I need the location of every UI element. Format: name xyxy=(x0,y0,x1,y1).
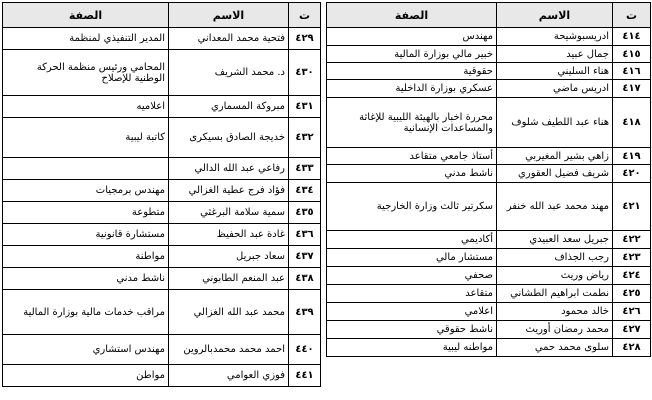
table-row xyxy=(327,148,651,165)
row-name: فؤاد فرج عطية الغزالي xyxy=(169,180,289,202)
row-number: ٤٣٥ xyxy=(289,202,321,224)
row-description: مواطنة xyxy=(3,246,169,268)
row-name: هناء عبد اللطيف شلوف xyxy=(497,98,613,148)
header-name: الاسم xyxy=(169,3,289,28)
row-description: المدير التنفيذي لمنظمة xyxy=(3,28,169,50)
header-name: الاسم xyxy=(497,3,613,28)
table-row xyxy=(327,285,651,303)
header-num: ت xyxy=(289,3,321,28)
row-name: مهند محمد عبد الله خنفر xyxy=(497,183,613,231)
row-description: مواطن xyxy=(3,365,169,387)
row-number: ٤١٥ xyxy=(613,46,651,63)
row-number: ٤٣٧ xyxy=(289,246,321,268)
row-description: مهندس استشاري xyxy=(3,335,169,365)
table-header-row xyxy=(3,3,321,28)
table-row xyxy=(3,224,321,246)
row-description: ناشط مدني xyxy=(3,268,169,290)
row-description: مستشار مالي xyxy=(327,249,497,267)
row-name: ادريسبوشيحة xyxy=(497,28,613,46)
table-row xyxy=(327,46,651,63)
row-description: ناشط مدني xyxy=(327,165,497,183)
table-row xyxy=(327,339,651,357)
row-description: متطوعة xyxy=(3,202,169,224)
table-row xyxy=(3,180,321,202)
row-name: محمد رمضان أوريث xyxy=(497,321,613,339)
row-description: متقاعد xyxy=(327,285,497,303)
row-number: ٤٢١ xyxy=(613,183,651,231)
row-number: ٤١٨ xyxy=(613,98,651,148)
row-name: ادريس ماضي xyxy=(497,80,613,98)
row-number: ٤٣٣ xyxy=(289,158,321,180)
table-row xyxy=(327,321,651,339)
row-description: اعلاميه xyxy=(3,96,169,118)
table-header-row xyxy=(327,3,651,28)
row-description xyxy=(3,158,169,180)
row-name: عبد المنعم الطابوني xyxy=(169,268,289,290)
table-row xyxy=(327,267,651,285)
row-name: فتحية محمد المعداني xyxy=(169,28,289,50)
row-number: ٤٣٨ xyxy=(289,268,321,290)
row-description: ناشط حقوقي xyxy=(327,321,497,339)
row-name: شريف فضيل العقوري xyxy=(497,165,613,183)
row-name: سمية سلامة البرغثي xyxy=(169,202,289,224)
table-row xyxy=(3,365,321,387)
row-number: ٤٣٩ xyxy=(289,290,321,335)
table-row xyxy=(3,290,321,335)
table-row xyxy=(327,28,651,46)
header-num: ت xyxy=(613,3,651,28)
row-number: ٤١٤ xyxy=(613,28,651,46)
table-row xyxy=(3,118,321,158)
row-name: جبريل سعد العبيدي xyxy=(497,231,613,249)
row-description: اعلامي xyxy=(327,303,497,321)
row-number: ٤٢٩ xyxy=(289,28,321,50)
row-number: ٤٢٧ xyxy=(613,321,651,339)
row-name: محمد عبد الله الغزالي xyxy=(169,290,289,335)
header-desc: الصفة xyxy=(327,3,497,28)
row-name: مبروكة المسماري xyxy=(169,96,289,118)
table-row xyxy=(3,202,321,224)
table-row xyxy=(327,231,651,249)
table-row xyxy=(327,183,651,231)
row-description: أكاديمي xyxy=(327,231,497,249)
row-number: ٤٢٨ xyxy=(613,339,651,357)
row-description: حقوقية xyxy=(327,63,497,80)
row-name: غادة عبد الحفيظ xyxy=(169,224,289,246)
row-description: مراقب خدمات مالية بوزارة المالية xyxy=(3,290,169,335)
row-name: سلوى محمد حمي xyxy=(497,339,613,357)
left-names-table xyxy=(2,2,321,387)
row-number: ٤١٦ xyxy=(613,63,651,80)
row-number: ٤٢٤ xyxy=(613,267,651,285)
table-row xyxy=(3,246,321,268)
row-number: ٤١٧ xyxy=(613,80,651,98)
row-name: زاهي بشير المغيربي xyxy=(497,148,613,165)
row-name: نطمت ابراهيم الطشاني xyxy=(497,285,613,303)
row-number: ٤٣٦ xyxy=(289,224,321,246)
table-row xyxy=(3,268,321,290)
table-row xyxy=(3,50,321,96)
table-row xyxy=(3,335,321,365)
row-number: ٤٣٢ xyxy=(289,118,321,158)
table-row xyxy=(327,80,651,98)
header-desc: الصفة xyxy=(3,3,169,28)
row-name: هناء السليني xyxy=(497,63,613,80)
row-description: محررة اخبار بالهيئة الليبية للإغاثة والمساعدات الإنسانية xyxy=(327,98,497,148)
table-row xyxy=(327,249,651,267)
row-number: ٤٤١ xyxy=(289,365,321,387)
table-row xyxy=(327,303,651,321)
row-number: ٤٢٠ xyxy=(613,165,651,183)
row-description: مهندس xyxy=(327,28,497,46)
row-name: رياض وريث xyxy=(497,267,613,285)
row-number: ٤٢٢ xyxy=(613,231,651,249)
table-row xyxy=(327,98,651,148)
row-name: جمال عبيد xyxy=(497,46,613,63)
row-description: خبير مالي بوزارة المالية xyxy=(327,46,497,63)
row-name: فوزي العوامي xyxy=(169,365,289,387)
row-number: ٤٢٣ xyxy=(613,249,651,267)
row-description: مواطنه ليبية xyxy=(327,339,497,357)
table-row xyxy=(3,28,321,50)
table-row xyxy=(327,63,651,80)
row-number: ٤٣١ xyxy=(289,96,321,118)
row-description: سكرتير ثالث وزارة الخارجية xyxy=(327,183,497,231)
row-name: احمد محمد محمدبالروين xyxy=(169,335,289,365)
row-number: ٤٢٦ xyxy=(613,303,651,321)
row-name: رفاعي عبد الله الدالي xyxy=(169,158,289,180)
row-description: مستشارة قانونية xyxy=(3,224,169,246)
row-description: صحفي xyxy=(327,267,497,285)
row-description: عسكري بوزارة الداخلية xyxy=(327,80,497,98)
table-row xyxy=(327,165,651,183)
row-number: ٤٣٠ xyxy=(289,50,321,96)
row-description: المحامي ورئيس منظمة الحركة الوطنية للإصلاح xyxy=(3,50,169,96)
row-name: خديجة الصادق بسيكرى xyxy=(169,118,289,158)
row-name: سعاد جبريل xyxy=(169,246,289,268)
row-number: ٤٤٠ xyxy=(289,335,321,365)
row-name: د. محمد الشريف xyxy=(169,50,289,96)
table-row xyxy=(3,96,321,118)
row-name: رجب الجذاف xyxy=(497,249,613,267)
row-number: ٤٣٤ xyxy=(289,180,321,202)
row-number: ٤١٩ xyxy=(613,148,651,165)
row-description: مهندس برمجيات xyxy=(3,180,169,202)
table-row xyxy=(3,158,321,180)
row-number: ٤٢٥ xyxy=(613,285,651,303)
row-description: كاتبة ليبية xyxy=(3,118,169,158)
row-description: أستاذ جامعي متقاعد xyxy=(327,148,497,165)
right-names-table xyxy=(326,2,651,357)
row-name: خالد محمود xyxy=(497,303,613,321)
